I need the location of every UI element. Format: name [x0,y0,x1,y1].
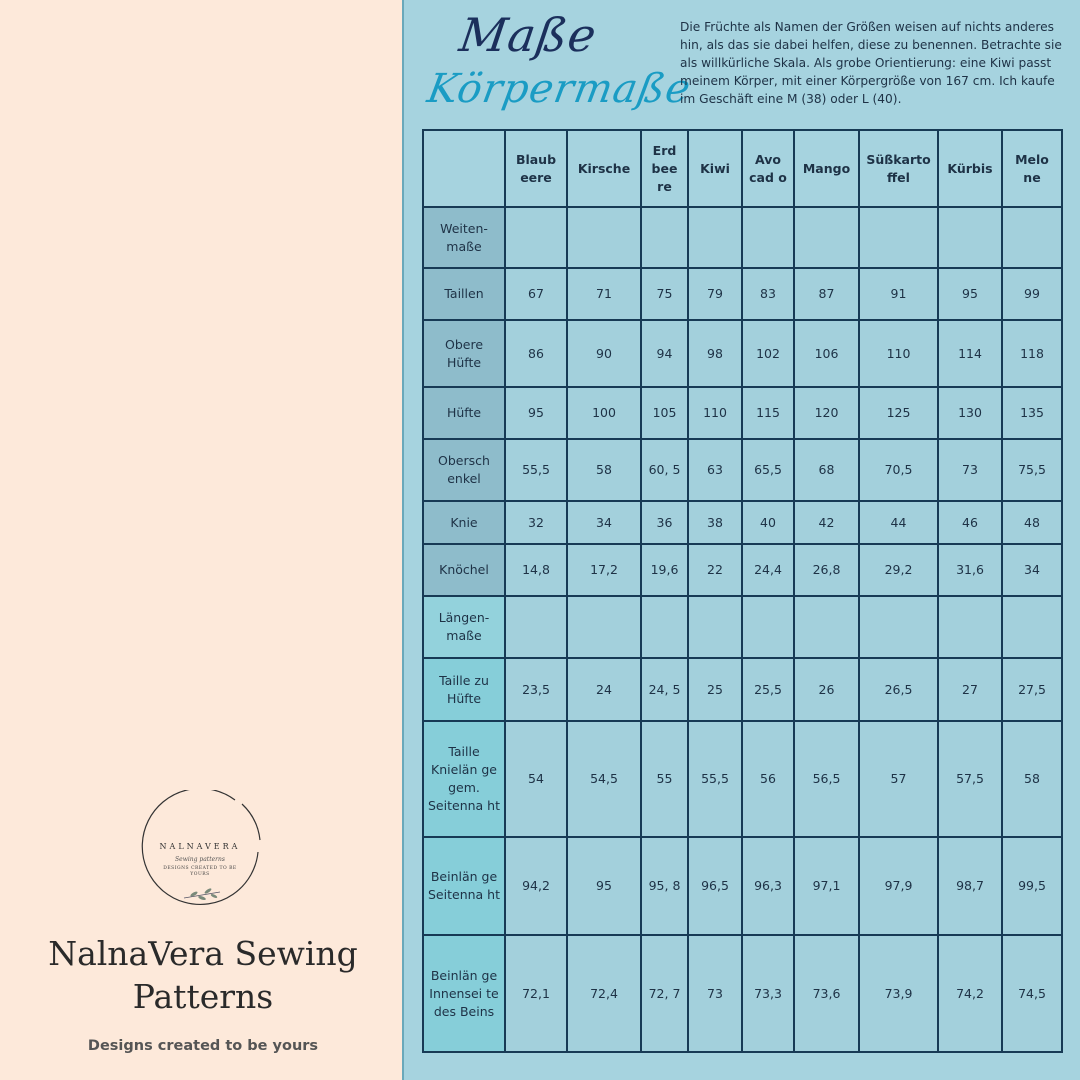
page-title: Maße [456,8,601,62]
table-row [423,439,1062,501]
table-cell [1002,207,1062,268]
table-cell: 125 [859,387,938,439]
table-cell: 79 [688,268,742,320]
table-cell: 95 [567,837,641,935]
intro-text: Die Früchte als Namen der Größen weisen auf nichts anderes hin, als das sie dabei helfen, diese zu benennen. Betrachte sie als willkürliche Skala. Als grobe Orientierung: eine Kiwi passt meinem Körper, mit einer Körpergröße von 167 cm. Ich kaufe im Geschäft eine M (38) oder L (40). [680,20,1062,106]
table-cell: 27,5 [1002,658,1062,721]
table-cell: 74,2 [938,935,1002,1052]
row-label: Obere Hüfte [423,320,505,387]
table-cell: 95 [938,268,1002,320]
table-cell: 55,5 [505,439,567,501]
table-cell: 27 [938,658,1002,721]
table-cell: 25,5 [742,658,794,721]
table-row [423,935,1062,1052]
brand-logo [130,790,270,920]
table-cell: 97,9 [859,837,938,935]
brand-title: NalnaVera Sewing Patterns [48,934,358,1016]
table-cell: 95, 8 [641,837,688,935]
table-row [423,658,1062,721]
table-cell: 44 [859,501,938,544]
table-cell: 26,8 [794,544,859,596]
table-cell: 46 [938,501,1002,544]
table-cell: 22 [688,544,742,596]
size-table [422,129,1063,1053]
table-cell: 90 [567,320,641,387]
table-cell [742,207,794,268]
leaf-branch-icon [182,886,222,904]
table-cell: 106 [794,320,859,387]
table-cell: 73,6 [794,935,859,1052]
table-cell: 97,1 [794,837,859,935]
table-cell: 17,2 [567,544,641,596]
table-cell: 94,2 [505,837,567,935]
table-cell: 65,5 [742,439,794,501]
table-cell [505,596,567,658]
table-cell: 74,5 [1002,935,1062,1052]
table-cell: 14,8 [505,544,567,596]
table-row [423,207,1062,268]
table-cell: 75,5 [1002,439,1062,501]
table-cell: 94 [641,320,688,387]
logo-tagline: DESIGNS CREATED TO BE YOURS [163,866,237,877]
table-cell: 24 [567,658,641,721]
table-cell: 23,5 [505,658,567,721]
table-cell: 40 [742,501,794,544]
table-cell: 130 [938,387,1002,439]
table-cell [567,207,641,268]
table-cell: 55 [641,721,688,837]
table-cell: 34 [1002,544,1062,596]
table-cell: 73 [688,935,742,1052]
table-cell: 42 [794,501,859,544]
table-cell: 58 [1002,721,1062,837]
column-header: Avo cad o [742,130,794,207]
table-cell: 24,4 [742,544,794,596]
row-label: Weiten- maße [423,207,505,268]
table-cell [688,596,742,658]
page-subtitle: Körpermaße [423,66,695,112]
table-cell [688,207,742,268]
table-cell: 26,5 [859,658,938,721]
table-cell: 48 [1002,501,1062,544]
table-cell: 25 [688,658,742,721]
table-cell: 57,5 [938,721,1002,837]
table-cell [505,207,567,268]
table-cell: 57 [859,721,938,837]
row-label: Hüfte [423,387,505,439]
table-cell: 73,9 [859,935,938,1052]
column-header: Melo ne [1002,130,1062,207]
table-row [423,320,1062,387]
table-cell: 26 [794,658,859,721]
row-label: Längen- maße [423,596,505,658]
table-row [423,837,1062,935]
table-cell: 91 [859,268,938,320]
table-row [423,268,1062,320]
table-cell: 73 [938,439,1002,501]
table-cell: 98 [688,320,742,387]
table-cell: 63 [688,439,742,501]
table-cell [794,596,859,658]
table-cell [742,596,794,658]
table-cell: 120 [794,387,859,439]
table-cell: 31,6 [938,544,1002,596]
header-corner [423,130,505,207]
table-cell: 105 [641,387,688,439]
table-cell: 75 [641,268,688,320]
row-label: Taille Knielän ge gem. Seitenna ht [423,721,505,837]
row-label: Knie [423,501,505,544]
column-header: Blaub eere [505,130,567,207]
table-cell: 96,5 [688,837,742,935]
column-header: Kirsche [567,130,641,207]
table-cell: 73,3 [742,935,794,1052]
table-cell: 68 [794,439,859,501]
table-row [423,544,1062,596]
table-cell: 110 [688,387,742,439]
row-label: Taillen [423,268,505,320]
table-row [423,596,1062,658]
table-cell: 38 [688,501,742,544]
table-cell: 58 [567,439,641,501]
table-cell: 83 [742,268,794,320]
table-cell: 71 [567,268,641,320]
table-cell: 99 [1002,268,1062,320]
row-label: Obersch enkel [423,439,505,501]
brand-panel [0,0,403,1080]
table-cell: 56 [742,721,794,837]
table-cell: 86 [505,320,567,387]
row-label: Beinlän ge Innensei te des Beins [423,935,505,1052]
table-cell: 56,5 [794,721,859,837]
table-cell: 24, 5 [641,658,688,721]
table-cell: 102 [742,320,794,387]
table-cell [859,207,938,268]
table-cell: 72, 7 [641,935,688,1052]
column-header: Mango [794,130,859,207]
table-cell [794,207,859,268]
table-cell: 70,5 [859,439,938,501]
table-cell: 60, 5 [641,439,688,501]
table-row [423,721,1062,837]
column-header: Erd bee re [641,130,688,207]
table-cell: 29,2 [859,544,938,596]
table-cell [1002,596,1062,658]
column-header: Süßkarto ffel [859,130,938,207]
table-cell: 87 [794,268,859,320]
table-cell: 135 [1002,387,1062,439]
table-cell: 110 [859,320,938,387]
table-cell: 34 [567,501,641,544]
row-label: Taille zu Hüfte [423,658,505,721]
table-cell: 36 [641,501,688,544]
table-row [423,501,1062,544]
logo-script: Sewing patterns [175,856,225,863]
table-cell: 99,5 [1002,837,1062,935]
table-cell [567,596,641,658]
panel-divider [402,0,404,1080]
table-cell: 72,1 [505,935,567,1052]
table-cell: 96,3 [742,837,794,935]
row-label: Beinlän ge Seitenna ht [423,837,505,935]
table-row [423,387,1062,439]
table-cell: 115 [742,387,794,439]
table-cell: 72,4 [567,935,641,1052]
table-cell: 55,5 [688,721,742,837]
table-cell: 54,5 [567,721,641,837]
logo-name: NALNAVERA [159,842,241,851]
column-header: Kiwi [688,130,742,207]
table-cell [641,207,688,268]
table-cell: 98,7 [938,837,1002,935]
table-cell: 19,6 [641,544,688,596]
table-cell: 54 [505,721,567,837]
table-cell [938,207,1002,268]
row-label: Knöchel [423,544,505,596]
table-cell: 118 [1002,320,1062,387]
brand-subtitle: Designs created to be yours [87,1038,319,1054]
table-cell: 100 [567,387,641,439]
table-cell [859,596,938,658]
column-header: Kürbis [938,130,1002,207]
table-cell: 67 [505,268,567,320]
table-header-row [423,130,1062,207]
table-cell [938,596,1002,658]
table-cell: 114 [938,320,1002,387]
table-cell: 32 [505,501,567,544]
table-cell [641,596,688,658]
table-cell: 95 [505,387,567,439]
